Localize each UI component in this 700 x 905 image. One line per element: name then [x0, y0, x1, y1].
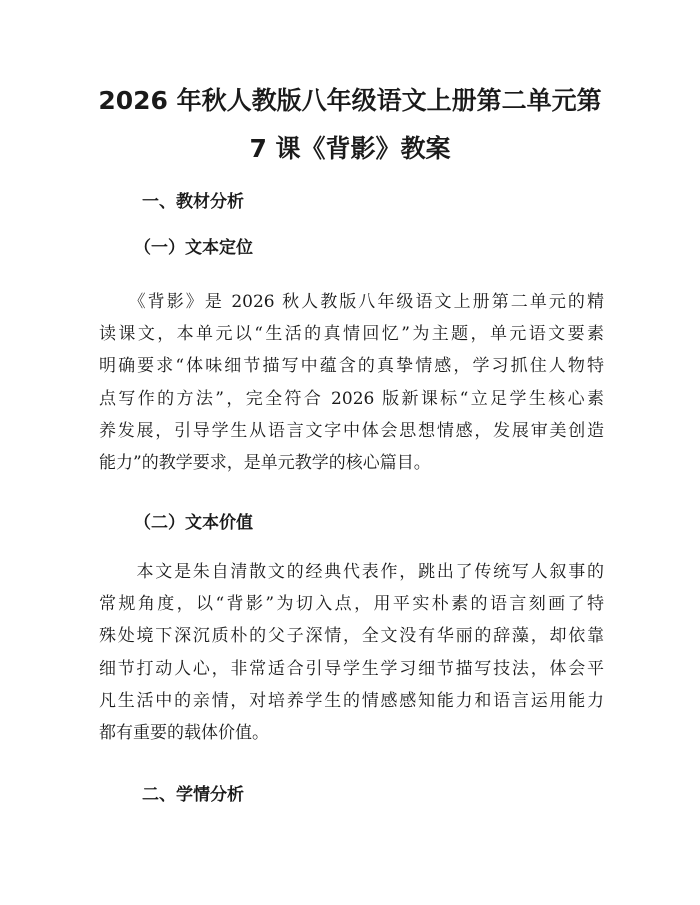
document-title-line-1: 2026 年秋人教版八年级语文上册第二单元第	[98, 86, 602, 115]
paragraph-line: 明确要求“体味细节描写中蕴含的真挚情感，学习抓住人物特	[99, 356, 604, 377]
paragraph-line: 能力”的教学要求，是单元教学的核心篇目。	[99, 453, 431, 474]
subsection-heading-text-value: （二）文本价值	[134, 513, 253, 533]
paragraph-line: 常规角度，以“背影”为切入点，用平实朴素的语言刻画了特	[99, 594, 604, 615]
paragraph-line: 殊处境下深沉质朴的父子深情，全文没有华丽的辞藻，却依靠	[99, 626, 604, 647]
paragraph-line: 点写作的方法”，完全符合 2026 版新课标“立足学生核心素	[99, 388, 604, 409]
section-heading-textbook-analysis: 一、教材分析	[142, 192, 244, 212]
paragraph-line: 都有重要的载体价值。	[99, 723, 269, 744]
paragraph-line: 读课文，本单元以“生活的真情回忆”为主题，单元语文要素	[99, 324, 604, 345]
paragraph-text-positioning	[99, 286, 604, 479]
paragraph-line: 《背影》是 2026 秋人教版八年级语文上册第二单元的精	[99, 292, 604, 312]
section-heading-student-analysis: 二、学情分析	[142, 785, 244, 805]
subsection-heading-text-positioning: （一）文本定位	[134, 238, 253, 258]
paragraph-line: 本文是朱自清散文的经典代表作，跳出了传统写人叙事的	[99, 562, 604, 582]
paragraph-line: 养发展，引导学生从语言文字中体会思想情感，发展审美创造	[99, 420, 604, 441]
paragraph-line: 凡生活中的亲情，对培养学生的情感感知能力和语言运用能力	[99, 690, 604, 711]
paragraph-line: 细节打动人心，非常适合引导学生学习细节描写技法，体会平	[99, 658, 604, 679]
paragraph-text-value	[99, 556, 604, 749]
document-title-line-2: 7 课《背影》教案	[249, 134, 451, 163]
